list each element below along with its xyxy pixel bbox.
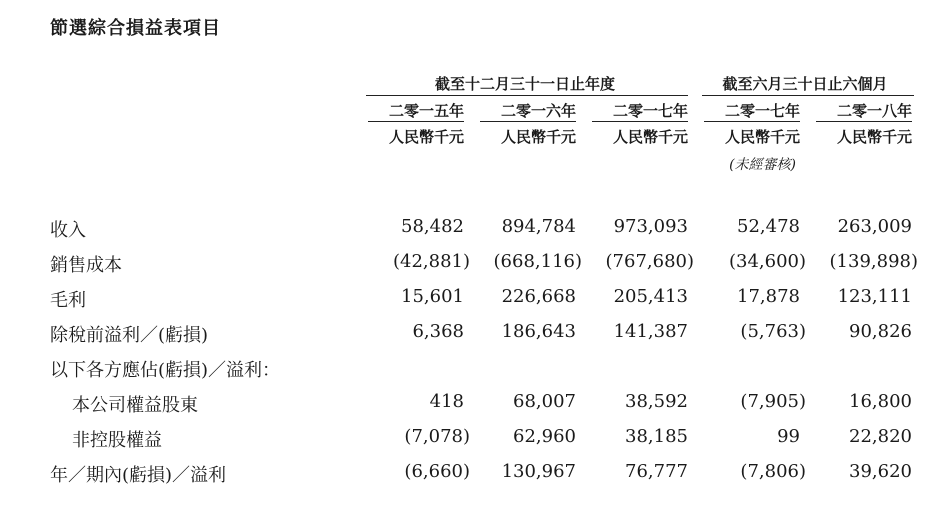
- col-rule: [480, 121, 576, 122]
- col-unit: 人民幣千元: [388, 128, 464, 146]
- group-header-annual: 截至十二月三十一日止年度: [434, 75, 615, 93]
- col-unit: 人民幣千元: [500, 128, 576, 146]
- cell: 130,967: [501, 461, 576, 482]
- cell: 76,777: [625, 461, 688, 482]
- cell: 226,668: [501, 286, 576, 307]
- group-header-interim: 截至六月三十日止六個月: [722, 75, 888, 93]
- cell: 68,007: [513, 391, 576, 412]
- cell: (7,078): [404, 426, 470, 447]
- col-unit: 人民幣千元: [724, 128, 800, 146]
- cell: 205,413: [613, 286, 688, 307]
- col-year-2016: 二零一六年: [500, 102, 576, 120]
- cell: (42,881): [392, 251, 470, 272]
- cell: 15,601: [401, 286, 464, 307]
- cell: 418: [429, 391, 464, 412]
- cell: 894,784: [501, 216, 576, 237]
- cell: (139,898): [829, 251, 918, 272]
- group-rule-interim: [702, 95, 914, 96]
- cell: 52,478: [737, 216, 800, 237]
- cell: 38,592: [625, 391, 688, 412]
- row-label-profit-for-period: 年／期內(虧損)／溢利: [50, 465, 227, 486]
- cell: 62,960: [513, 426, 576, 447]
- col-unit: 人民幣千元: [612, 128, 688, 146]
- cell: 99: [777, 426, 800, 447]
- col-year-2015: 二零一五年: [388, 102, 464, 120]
- cell: (34,600): [728, 251, 806, 272]
- col-rule: [704, 121, 800, 122]
- cell: 263,009: [837, 216, 912, 237]
- cell: 186,643: [501, 321, 576, 342]
- cell: 90,826: [849, 321, 912, 342]
- cell: (7,806): [740, 461, 806, 482]
- cell: (767,680): [605, 251, 694, 272]
- cell: (668,116): [493, 251, 582, 272]
- row-label-revenue: 收入: [50, 220, 86, 241]
- unaudited-note: (未經審核): [729, 157, 796, 173]
- row-label-gross-profit: 毛利: [50, 290, 86, 311]
- cell: 58,482: [401, 216, 464, 237]
- col-year-2017: 二零一七年: [612, 102, 688, 120]
- row-label-attributable-to: 以下各方應佔(虧損)／溢利：: [50, 360, 281, 381]
- cell: 141,387: [613, 321, 688, 342]
- col-rule: [592, 121, 688, 122]
- cell: (5,763): [740, 321, 806, 342]
- col-rule: [816, 121, 912, 122]
- group-rule-annual: [366, 95, 688, 96]
- page-title: 節選綜合損益表項目: [50, 18, 221, 39]
- row-label-equity-shareholders: 本公司權益股東: [72, 395, 198, 416]
- cell: (6,660): [404, 461, 470, 482]
- col-rule: [368, 121, 464, 122]
- cell: 123,111: [837, 286, 912, 307]
- col-year-2017-interim: 二零一七年: [724, 102, 800, 120]
- cell: 22,820: [849, 426, 912, 447]
- row-label-profit-before-tax: 除稅前溢利／(虧損): [50, 325, 209, 346]
- cell: 973,093: [613, 216, 688, 237]
- col-unit: 人民幣千元: [836, 128, 912, 146]
- cell: 6,368: [412, 321, 464, 342]
- cell: 17,878: [737, 286, 800, 307]
- cell: 38,185: [625, 426, 688, 447]
- cell: 16,800: [849, 391, 912, 412]
- row-label-non-controlling-interests: 非控股權益: [72, 430, 162, 451]
- col-year-2018-interim: 二零一八年: [836, 102, 912, 120]
- cell: 39,620: [849, 461, 912, 482]
- row-label-cost-of-sales: 銷售成本: [50, 255, 122, 276]
- cell: (7,905): [740, 391, 806, 412]
